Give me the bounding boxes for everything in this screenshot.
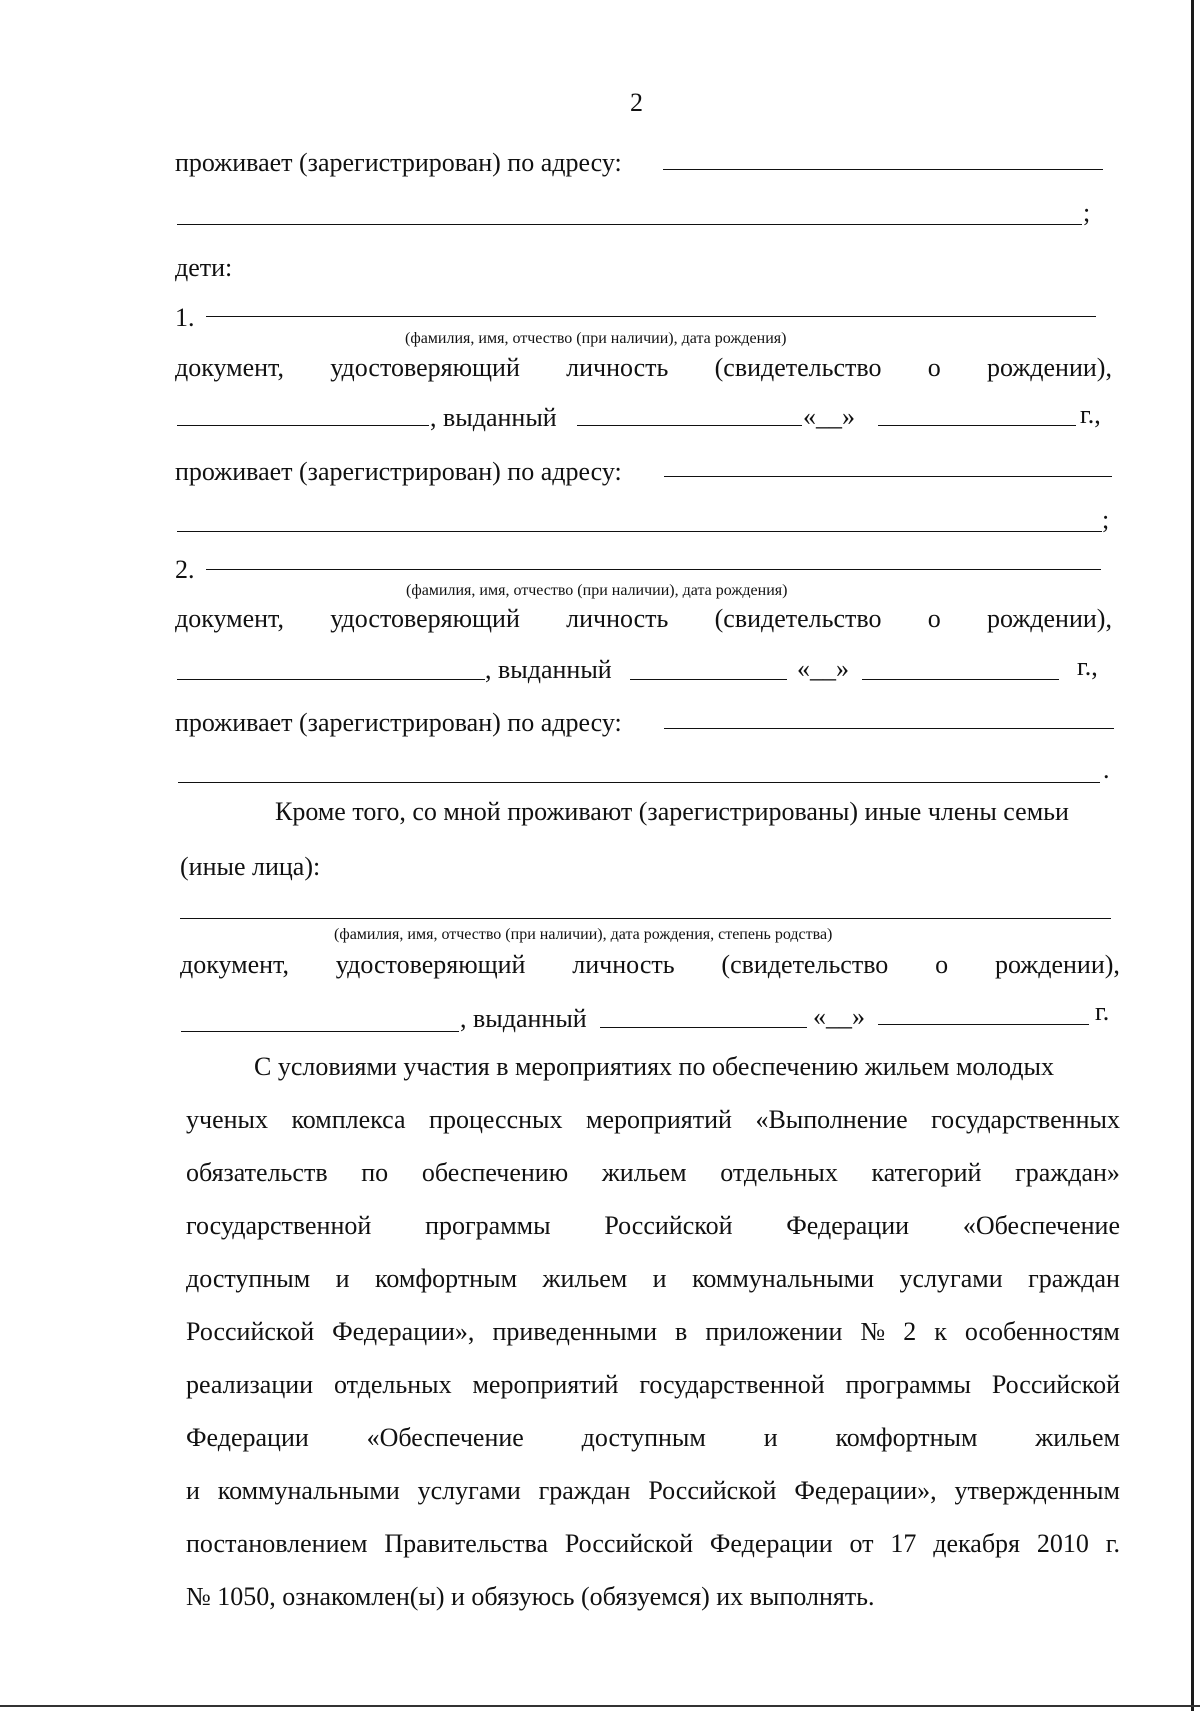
other-member-issuer-line — [600, 1027, 807, 1028]
child-2-caption: (фамилия, имя, отчество (при наличии), дата рождения) — [406, 582, 788, 599]
semicolon: ; — [1102, 505, 1110, 534]
paragraph-word: процессных — [429, 1104, 563, 1134]
paragraph-word: приложении — [705, 1316, 843, 1346]
paragraph-word: государственной — [186, 1210, 372, 1240]
paragraph-word: отдельных — [333, 1369, 452, 1399]
paragraph-word: государственной — [639, 1369, 825, 1399]
paragraph-word: к — [934, 1316, 947, 1346]
paragraph-word: 17 — [890, 1528, 917, 1558]
paragraph-word: в — [675, 1316, 688, 1346]
doc-word: документ, — [180, 950, 289, 979]
doc-word: (свидетельство — [721, 950, 889, 979]
paragraph-word: программы — [425, 1210, 551, 1240]
child-2-address-line — [664, 728, 1114, 729]
paragraph-word: обеспечению — [421, 1157, 569, 1187]
paragraph-word: коммунальными — [692, 1263, 875, 1293]
child-2-issuer-line — [630, 679, 787, 680]
paragraph-word: 2010 — [1036, 1528, 1089, 1558]
child-1-issuer-line — [577, 425, 802, 426]
paragraph-word: Правительства — [384, 1528, 548, 1558]
paragraph-word: «Обеспечение — [366, 1422, 524, 1452]
child-1-number: 1. — [175, 303, 195, 332]
paragraph-word: Федерации», — [332, 1316, 475, 1346]
paragraph-word: граждан» — [1015, 1157, 1120, 1187]
paragraph-word: мероприятий — [585, 1104, 732, 1134]
paragraph-word: жильем — [542, 1263, 628, 1293]
paragraph-line — [186, 1358, 1120, 1411]
paragraph-word: № 1050, ознакомлен(ы) и обязуюсь (обязуемся) их выполнять. — [186, 1581, 875, 1611]
paragraph-word: услугами — [417, 1475, 521, 1505]
paragraph-word: приведенными — [492, 1316, 658, 1346]
child-2-name-line — [206, 569, 1101, 570]
child-2-year: г., — [1077, 652, 1098, 681]
doc-word: рождении), — [986, 353, 1112, 382]
doc-word: (свидетельство — [714, 353, 882, 382]
paragraph-line — [186, 1464, 1120, 1517]
paragraph-word: государственных — [931, 1104, 1120, 1134]
paragraph-word: и — [186, 1475, 200, 1505]
other-member-year: г. — [1095, 997, 1110, 1026]
paragraph-line — [186, 1252, 1120, 1305]
paragraph-word: комфортным — [835, 1422, 978, 1452]
paragraph-word: Российской — [648, 1475, 777, 1505]
paragraph-word: доступным — [581, 1422, 706, 1452]
child-1-date-line — [878, 425, 1076, 426]
paragraph-line — [186, 1199, 1120, 1252]
child-2-document-row — [175, 604, 1112, 634]
child-2-number: 2. — [175, 555, 195, 584]
paragraph-word: Федерации», — [794, 1475, 937, 1505]
paragraph-word: жильем — [601, 1157, 687, 1187]
paragraph-word: г. — [1105, 1528, 1120, 1558]
paragraph-word: № — [860, 1316, 886, 1346]
paragraph-word: Российской — [564, 1528, 693, 1558]
other-member-issued: , выданный — [460, 1004, 587, 1033]
child-2-address-label: проживает (зарегистрирован) по адресу: — [175, 708, 622, 737]
paragraph-word: реализации — [186, 1369, 314, 1399]
child-1-document-row — [175, 353, 1112, 383]
paragraph-line — [186, 1146, 1120, 1199]
semicolon: ; — [1083, 198, 1091, 227]
doc-word: о — [927, 604, 941, 633]
consent-paragraph — [186, 1040, 1120, 1623]
doc-word: документ, — [175, 604, 284, 633]
doc-word: удостоверяющий — [330, 604, 520, 633]
doc-word: документ, — [175, 353, 284, 382]
paragraph-line — [186, 1093, 1120, 1146]
paragraph-word: Федерации — [186, 1422, 309, 1452]
child-1-address-label: проживает (зарегистрирован) по адресу: — [175, 457, 622, 486]
child-1-caption: (фамилия, имя, отчество (при наличии), дата рождения) — [405, 330, 787, 347]
other-member-date-line — [878, 1024, 1089, 1025]
paragraph-word: категорий — [871, 1157, 982, 1187]
doc-word: (свидетельство — [714, 604, 882, 633]
paragraph-word: «Обеспечение — [962, 1210, 1120, 1240]
doc-word: личность — [566, 604, 669, 633]
other-member-doc-number-line — [181, 1031, 459, 1032]
child-1-name-line — [206, 316, 1096, 317]
doc-word: рождении), — [986, 604, 1112, 633]
paragraph-word: Российской — [186, 1316, 315, 1346]
paragraph-word: доступным — [186, 1263, 311, 1293]
paragraph-word: граждан — [538, 1475, 631, 1505]
child-2-doc-number-line — [177, 679, 485, 680]
paragraph-word: отдельных — [720, 1157, 838, 1187]
paragraph-word: особенностям — [964, 1316, 1120, 1346]
child-2-date-line — [862, 679, 1059, 680]
paragraph-word: Российской — [991, 1369, 1120, 1399]
paragraph-word: программы — [845, 1369, 971, 1399]
paragraph-word: «Выполнение — [755, 1104, 908, 1134]
scan-edge-bottom — [0, 1705, 1200, 1707]
children-label: дети: — [175, 253, 233, 282]
paragraph-line — [186, 1570, 1120, 1623]
other-member-document-row — [180, 950, 1120, 980]
paragraph-word: Федерации — [786, 1210, 910, 1240]
child-1-doc-number-line — [177, 425, 429, 426]
paragraph-word: от — [849, 1528, 874, 1558]
address-label: проживает (зарегистрирован) по адресу: — [175, 148, 622, 177]
other-members-text: Кроме того, со мной проживают (зарегистрированы) иные члены семьи — [275, 797, 1069, 826]
paragraph-word: по — [361, 1157, 389, 1187]
paragraph-word: и — [652, 1263, 667, 1293]
paragraph-word: утвержденным — [954, 1475, 1120, 1505]
doc-word: о — [927, 353, 941, 382]
doc-word: удостоверяющий — [330, 353, 520, 382]
paragraph-word: услугами — [899, 1263, 1003, 1293]
paragraph-word: комфортным — [375, 1263, 518, 1293]
paragraph-word: жильем — [1035, 1422, 1120, 1452]
paragraph-word: обязательств — [186, 1157, 328, 1187]
child-1-date-quotes: «__» — [803, 402, 855, 431]
other-member-caption: (фамилия, имя, отчество (при наличии), дата рождения, степень родства) — [334, 926, 833, 943]
paragraph-word: и — [763, 1422, 778, 1452]
child-1-issued: , выданный — [430, 403, 557, 432]
address-line-2 — [177, 224, 1082, 225]
page-number: 2 — [630, 88, 643, 117]
child-1-year: г., — [1080, 400, 1101, 429]
child-1-address-line — [664, 476, 1112, 477]
paragraph-line — [186, 1411, 1120, 1464]
other-members-text-2: (иные лица): — [180, 852, 321, 881]
paragraph-line — [186, 1040, 1120, 1093]
doc-word: о — [935, 950, 949, 979]
paragraph-line — [186, 1517, 1120, 1570]
child-2-issued: , выданный — [485, 655, 612, 684]
other-member-name-line — [180, 918, 1111, 919]
doc-word: личность — [566, 353, 669, 382]
paragraph-word: Федерации — [709, 1528, 833, 1558]
paragraph-word: Российской — [604, 1210, 733, 1240]
doc-word: личность — [572, 950, 675, 979]
paragraph-word: и — [335, 1263, 350, 1293]
period: . — [1103, 755, 1110, 784]
paragraph-word: декабря — [933, 1528, 1020, 1558]
paragraph-word: 2 — [903, 1316, 917, 1346]
paragraph-word: коммунальными — [217, 1475, 400, 1505]
paragraph-word: граждан — [1028, 1263, 1120, 1293]
scan-edge-right — [1191, 0, 1194, 1711]
paragraph-word: комплекса — [291, 1104, 406, 1134]
doc-word: рождении), — [994, 950, 1120, 979]
child-2-address-line-2 — [178, 782, 1100, 783]
doc-word: удостоверяющий — [335, 950, 526, 979]
child-1-address-line-2 — [177, 531, 1102, 532]
paragraph-word: ученых — [186, 1104, 268, 1134]
other-member-date-quotes: «__» — [813, 1002, 865, 1031]
paragraph-word: мероприятий — [472, 1369, 619, 1399]
paragraph-word: постановлением — [186, 1528, 368, 1558]
paragraph-word: С условиями участия в мероприятиях по обеспечению жильем молодых — [254, 1051, 1054, 1081]
paragraph-line — [186, 1305, 1120, 1358]
address-line — [663, 169, 1103, 170]
child-2-date-quotes: «__» — [797, 654, 849, 683]
